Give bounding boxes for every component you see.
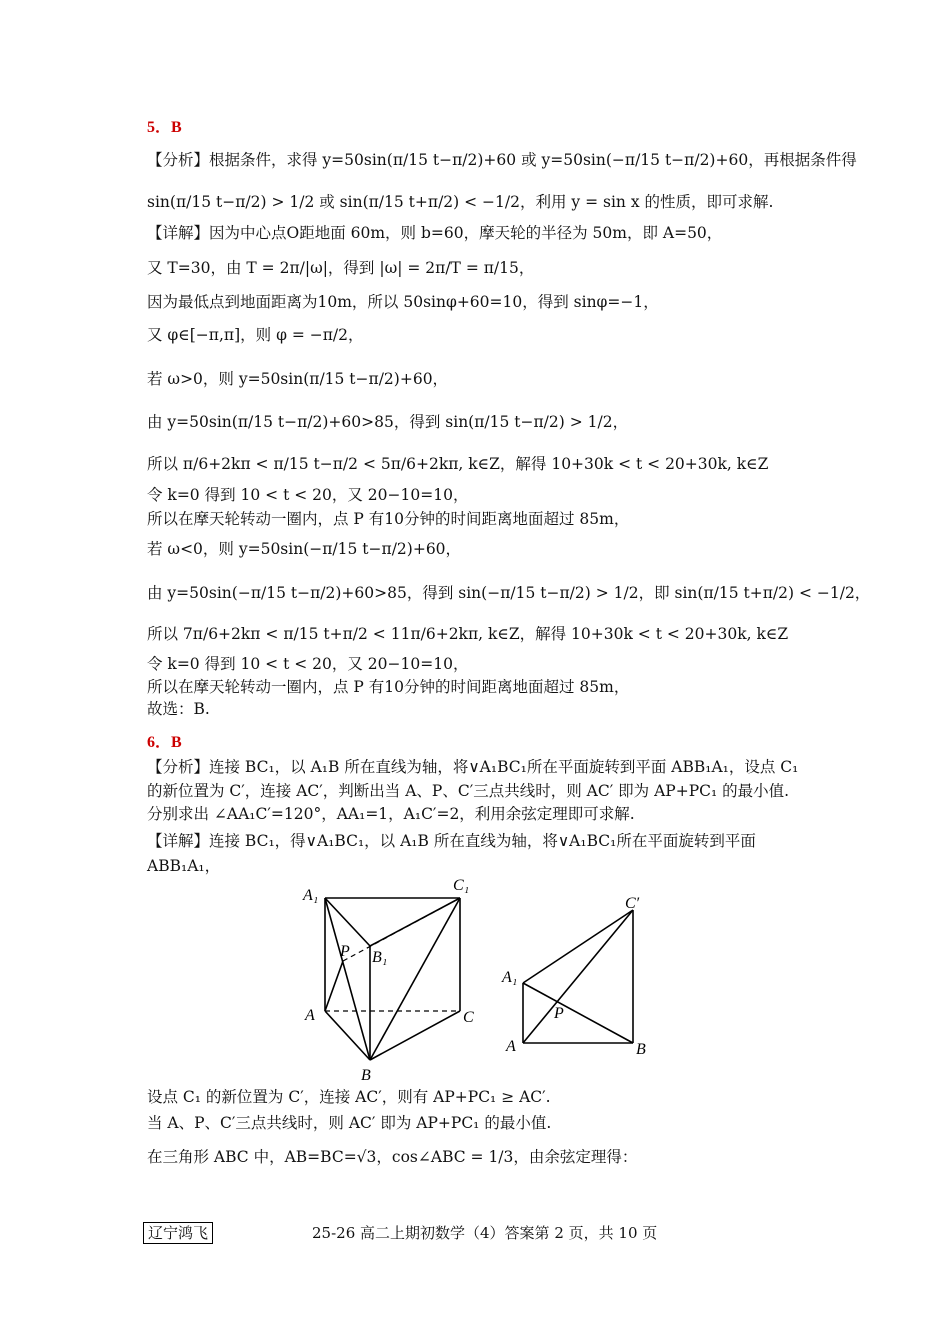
q6-line: 【详解】连接 BC₁，得∨A₁BC₁，以 A₁B 所在直线为轴，将∨A₁BC₁所在平面旋转到平面 xyxy=(147,832,756,850)
q5-line: 若 ω>0，则 y=50sin(π/15 t−π/2)+60， xyxy=(147,370,449,388)
q6-heading: 6．B xyxy=(147,734,182,751)
rotated-plane-figure xyxy=(500,888,660,1063)
q6-line: 分别求出 ∠AA₁C′=120°，AA₁=1，A₁C′=2，利用余弦定理即可求解. xyxy=(147,805,635,823)
segment-a1cp xyxy=(523,910,633,983)
q5-line: 又 T=30，由 T = 2π/|ω|，得到 |ω| = 2π/T = π/15， xyxy=(147,259,535,277)
q5-line: 所以在摩天轮转动一圈内，点 P 有10分钟的时间距离地面超过 85m， xyxy=(147,678,630,696)
label-b: B xyxy=(361,1067,371,1084)
q6-line: ABB₁A₁， xyxy=(147,857,221,875)
label-a: A xyxy=(305,1007,315,1024)
label-b1: B₁ xyxy=(372,949,388,966)
q6-line: 的新位置为 C′，连接 AC′，判断出当 A、P、C′三点共线时，则 AC′ 即为 AP+PC₁ 的最小值. xyxy=(147,782,790,800)
segment-acp xyxy=(523,910,633,1043)
label-a1: A₁ xyxy=(303,887,319,904)
q5-line: 故选：B. xyxy=(147,700,210,718)
q5-line: sin(π/15 t−π/2) > 1/2 或 sin(π/15 t+π/2) < −1/2，利用 y = sin x 的性质，即可求解. xyxy=(147,193,774,211)
q5-line: 若 ω<0，则 y=50sin(−π/15 t−π/2)+60， xyxy=(147,540,462,558)
q5-line: 【分析】根据条件，求得 y=50sin(π/15 t−π/2)+60 或 y=50sin(−π/15 t−π/2)+60，再根据条件得 xyxy=(147,151,857,169)
label-c: C xyxy=(463,1009,474,1026)
label-b: B xyxy=(636,1041,646,1058)
q6-line: 当 A、P、C′三点共线时，则 AC′ 即为 AP+PC₁ 的最小值. xyxy=(147,1114,552,1132)
q5-line: 又 φ∈[−π,π]，则 φ = −π/2， xyxy=(147,326,364,344)
q6-line: 在三角形 ABC 中，AB=BC=√3，cos∠ABC = 1/3，由余弦定理得： xyxy=(147,1148,638,1166)
segment-ap xyxy=(325,961,343,1011)
q5-line: 所以 7π/6+2kπ < π/15 t+π/2 < 11π/6+2kπ, k∈Z，解得 10+30k < t < 20+30k, k∈Z xyxy=(147,625,789,643)
segment-a1b xyxy=(523,983,633,1043)
label-p: P xyxy=(554,1005,564,1022)
q5-line: 所以 π/6+2kπ < π/15 t−π/2 < 5π/6+2kπ, k∈Z，解得 10+30k < t < 20+30k, k∈Z xyxy=(147,455,769,473)
q5-line: 所以在摩天轮转动一圈内，点 P 有10分钟的时间距离地面超过 85m， xyxy=(147,510,630,528)
label-c1: C₁ xyxy=(453,877,470,894)
prism-figure xyxy=(295,870,490,1085)
q5-line: 令 k=0 得到 10 < t < 20，又 20−10=10， xyxy=(147,486,469,504)
q6-line: 设点 C₁ 的新位置为 C′，连接 AC′，则有 AP+PC₁ ≥ AC′. xyxy=(147,1088,551,1106)
q5-heading: 5．B xyxy=(147,119,182,136)
q5-line: 由 y=50sin(−π/15 t−π/2)+60>85，得到 sin(−π/15 t−π/2) > 1/2，即 sin(π/15 t+π/2) < −1/2， xyxy=(147,584,871,602)
label-p: P xyxy=(340,943,350,960)
label-a1: A₁ xyxy=(502,969,518,986)
q5-line: 【详解】因为中心点O距地面 60m，则 b=60，摩天轮的半径为 50m，即 A=50， xyxy=(147,224,723,242)
label-cprime: C′ xyxy=(625,895,640,912)
page-footer: 25-26 高二上期初数学（4）答案第 2 页，共 10 页 xyxy=(312,1224,658,1242)
q5-line: 因为最低点到地面距离为10m，所以 50sinφ+60=10，得到 sinφ=−1， xyxy=(147,293,659,311)
q5-line: 令 k=0 得到 10 < t < 20，又 20−10=10， xyxy=(147,655,469,673)
label-a: A xyxy=(506,1038,516,1055)
publisher-badge: 辽宁鸿飞 xyxy=(143,1222,213,1244)
q6-line: 【分析】连接 BC₁，以 A₁B 所在直线为轴，将∨A₁BC₁所在平面旋转到平面 ABB₁A₁，设点 C₁ xyxy=(147,758,799,776)
q5-line: 由 y=50sin(π/15 t−π/2)+60>85，得到 sin(π/15 t−π/2) > 1/2， xyxy=(147,413,629,431)
